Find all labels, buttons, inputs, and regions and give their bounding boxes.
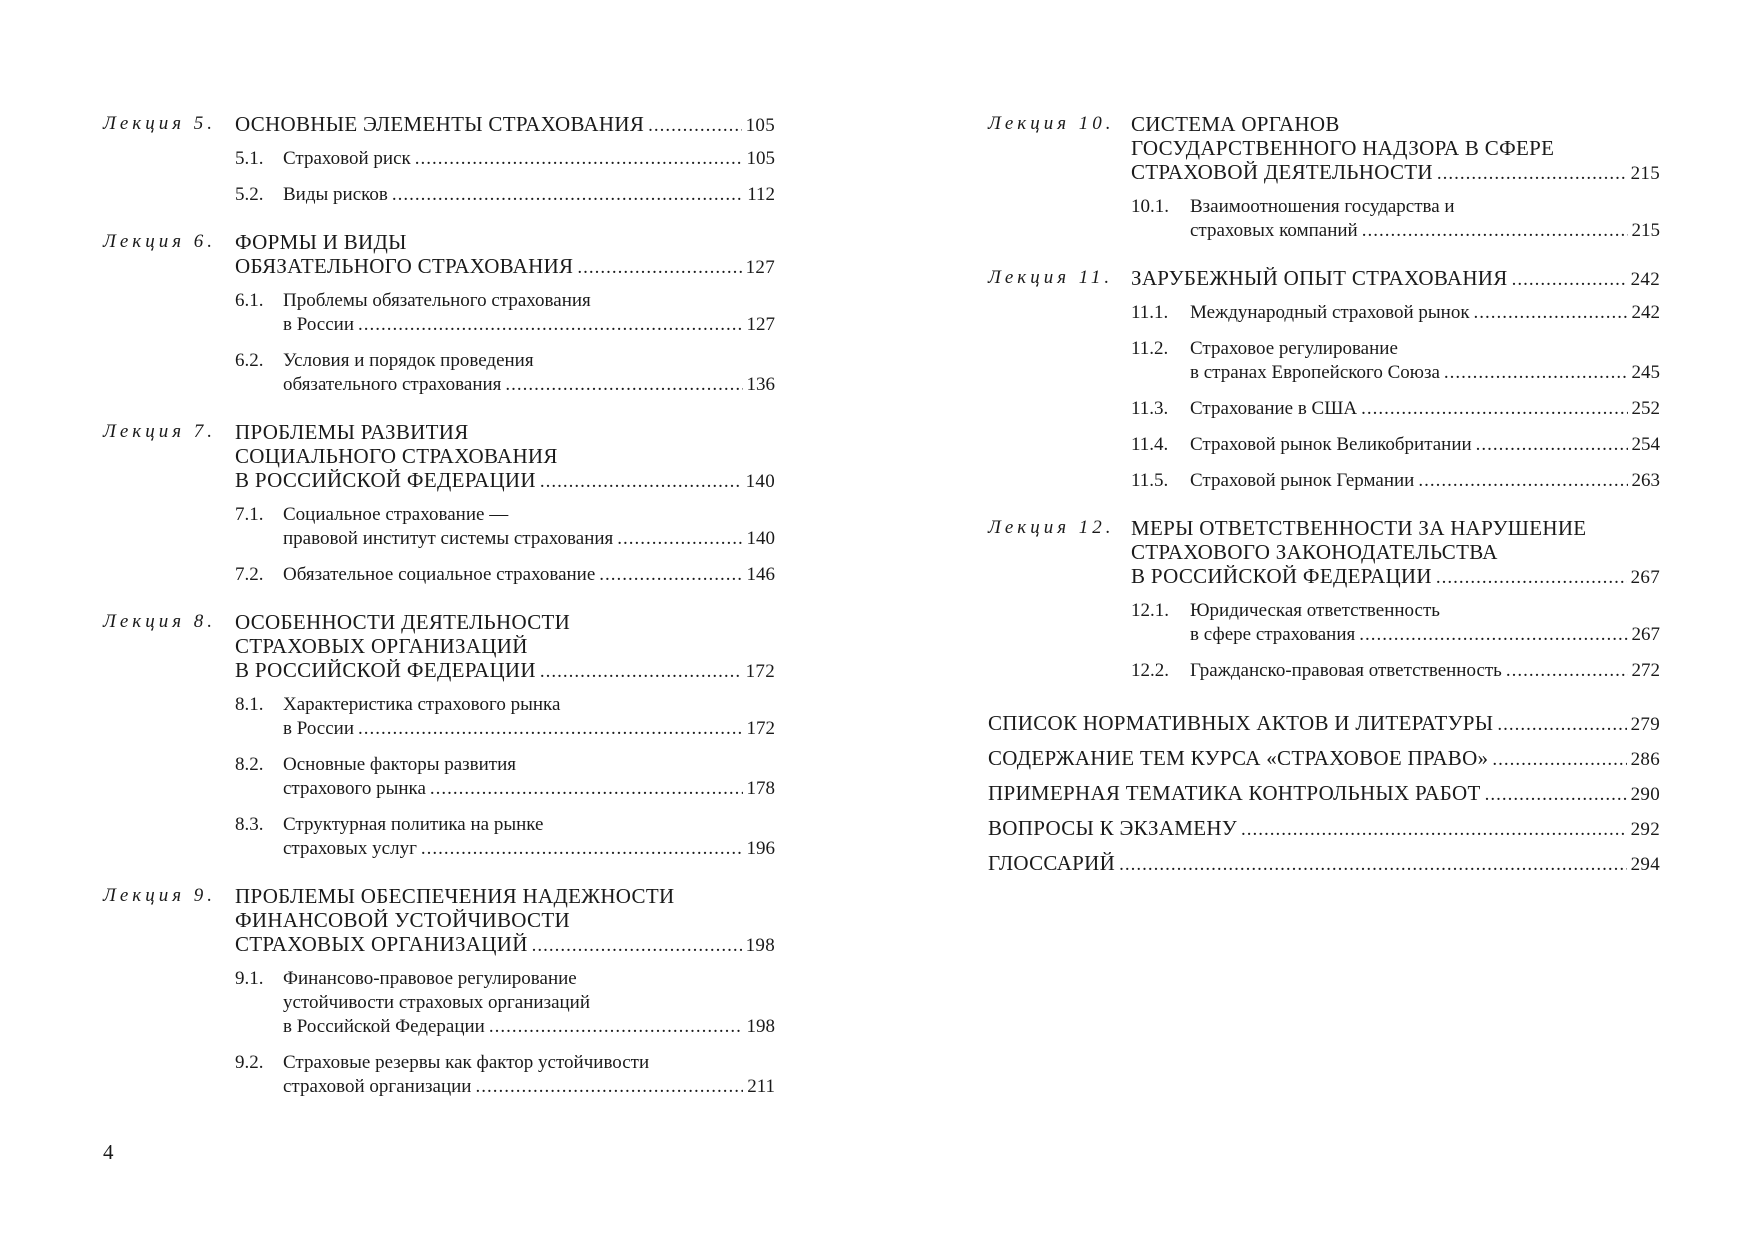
lecture-label: Лекция 8. (103, 611, 217, 632)
dot-leader (1474, 301, 1628, 325)
entry-text: ПРИМЕРНАЯ ТЕМАТИКА КОНТРОЛЬНЫХ РАБОТ (988, 781, 1481, 805)
lecture-title-line (1131, 564, 1660, 590)
page-number: 4 (103, 1140, 114, 1164)
dot-leader (1418, 469, 1627, 493)
section-title-line (283, 837, 775, 861)
toc-section[interactable] (1131, 469, 1660, 493)
dot-leader (599, 563, 742, 587)
entry-text: В РОССИЙСКОЙ ФЕДЕРАЦИИ (1131, 564, 1432, 588)
section-number: 8.3. (235, 814, 264, 835)
page-ref: 290 (1630, 784, 1660, 805)
page-ref: 211 (747, 1076, 775, 1097)
lecture-label: Лекция 6. (103, 231, 217, 252)
lecture-title-line: ФОРМЫ И ВИДЫ (235, 230, 407, 254)
section-list (103, 147, 775, 207)
section-title-line (283, 373, 775, 397)
entry-text: страховых компаний (1190, 220, 1358, 241)
toc-left-column (103, 112, 775, 1122)
section-number: 11.3. (1131, 398, 1169, 419)
section-title-line: Характеристика страхового рынка (283, 694, 561, 715)
toc-section[interactable] (235, 349, 775, 397)
page-ref: 140 (746, 528, 775, 549)
lecture-title-line (235, 658, 775, 684)
dot-leader (1119, 853, 1627, 877)
section-list (988, 599, 1660, 683)
page-ref: 172 (746, 718, 775, 739)
toc-section[interactable] (1131, 397, 1660, 421)
toc-section[interactable] (1131, 337, 1660, 385)
lecture-label: Лекция 12. (988, 517, 1115, 538)
section-title-line: Проблемы обязательного страхования (283, 290, 591, 311)
section-number: 6.2. (235, 350, 264, 371)
page-ref: 267 (1631, 624, 1660, 645)
lecture-label: Лекция 5. (103, 113, 217, 134)
dot-leader (577, 256, 741, 280)
toc-lecture[interactable] (103, 420, 775, 587)
appendix-entry[interactable] (988, 746, 1660, 772)
section-number: 5.1. (235, 148, 264, 169)
entry-text: Страховой риск (283, 148, 411, 169)
section-number: 9.1. (235, 968, 264, 989)
dot-leader (358, 313, 743, 337)
section-title (283, 563, 775, 587)
page-ref: 198 (746, 1016, 775, 1037)
lecture-heading (103, 610, 775, 684)
section-title-line: Социальное страхование — (283, 504, 509, 525)
section-number: 7.1. (235, 504, 264, 525)
toc-lecture[interactable] (988, 266, 1660, 493)
page-ref: 242 (1630, 269, 1660, 290)
section-title-line: Условия и порядок проведения (283, 350, 534, 371)
lecture-title-line (235, 932, 775, 958)
section-title-line: Структурная политика на рынке (283, 814, 544, 835)
page-ref: 178 (746, 778, 775, 799)
page-ref: 267 (1630, 567, 1660, 588)
dot-leader (489, 1015, 743, 1039)
page-ref: 245 (1631, 362, 1660, 383)
toc-appendix-list (988, 711, 1660, 877)
dot-leader (1506, 659, 1628, 683)
section-title-line (1190, 301, 1660, 325)
toc-right-column (988, 112, 1660, 886)
section-title (283, 289, 775, 337)
toc-lecture[interactable] (988, 112, 1660, 243)
section-title (1190, 433, 1660, 457)
dot-leader (1362, 219, 1628, 243)
page-ref: 215 (1631, 220, 1660, 241)
section-title (283, 1051, 775, 1099)
section-title (1190, 469, 1660, 493)
section-number: 6.1. (235, 290, 264, 311)
appendix-entry[interactable] (988, 851, 1660, 877)
dot-leader (617, 527, 742, 551)
entry-text: Страхование в США (1190, 398, 1358, 419)
section-title (1190, 195, 1660, 243)
dot-leader (415, 147, 743, 171)
toc-section[interactable] (235, 563, 775, 587)
section-title-line: Взаимоотношения государства и (1190, 196, 1455, 217)
lecture-title-line: ФИНАНСОВОЙ УСТОЙЧИВОСТИ (235, 908, 570, 932)
dot-leader (1492, 748, 1626, 772)
section-number: 7.2. (235, 564, 264, 585)
section-number: 8.1. (235, 694, 264, 715)
toc-section[interactable] (1131, 659, 1660, 683)
dot-leader (1444, 361, 1628, 385)
section-title-line (283, 563, 775, 587)
toc-section[interactable] (1131, 433, 1660, 457)
toc-section[interactable] (1131, 301, 1660, 325)
section-title-line (1190, 361, 1660, 385)
entry-text: Международный страховой рынок (1190, 302, 1470, 323)
lecture-title-line: ПРОБЛЕМЫ ОБЕСПЕЧЕНИЯ НАДЕЖНОСТИ (235, 884, 675, 908)
page-ref: 286 (1630, 749, 1660, 770)
toc-section[interactable] (235, 503, 775, 551)
lecture-title (235, 112, 775, 138)
section-title-line (283, 777, 775, 801)
appendix-entry[interactable] (988, 816, 1660, 842)
lecture-title (235, 884, 775, 958)
section-title-line: Страховое регулирование (1190, 338, 1398, 359)
page-ref: 127 (745, 257, 775, 278)
section-number: 11.1. (1131, 302, 1169, 323)
toc-lecture[interactable] (103, 230, 775, 397)
section-title-line (283, 1015, 775, 1039)
section-title (1190, 599, 1660, 647)
lecture-title-line: СОЦИАЛЬНОГО СТРАХОВАНИЯ (235, 444, 558, 468)
entry-text: СТРАХОВЫХ ОРГАНИЗАЦИЙ (235, 932, 528, 956)
toc-section[interactable] (235, 147, 775, 171)
section-title (1190, 659, 1660, 683)
section-title (283, 753, 775, 801)
appendix-entry[interactable] (988, 781, 1660, 807)
toc-section[interactable] (235, 753, 775, 801)
entry-text: СОДЕРЖАНИЕ ТЕМ КУРСА «СТРАХОВОЕ ПРАВО» (988, 746, 1489, 770)
entry-text: страховых услуг (283, 838, 417, 859)
lecture-title-line: ГОСУДАРСТВЕННОГО НАДЗОРА В СФЕРЕ (1131, 136, 1555, 160)
dot-leader (1485, 783, 1627, 807)
section-title (283, 693, 775, 741)
lectures-right (988, 112, 1660, 683)
section-number: 12.1. (1131, 600, 1169, 621)
lecture-title-line (235, 468, 775, 494)
toc-lecture[interactable] (103, 112, 775, 207)
toc-section[interactable] (1131, 195, 1660, 243)
dot-leader (532, 934, 742, 958)
entry-text: ОСНОВНЫЕ ЭЛЕМЕНТЫ СТРАХОВАНИЯ (235, 112, 645, 136)
lecture-heading (988, 112, 1660, 186)
section-title-line (1190, 659, 1660, 683)
page-ref: 105 (745, 115, 775, 136)
section-number: 10.1. (1131, 196, 1169, 217)
lecture-title-line: МЕРЫ ОТВЕТСТВЕННОСТИ ЗА НАРУШЕНИЕ (1131, 516, 1587, 540)
section-title (1190, 337, 1660, 385)
page-ref: 105 (746, 148, 775, 169)
entry-text: В РОССИЙСКОЙ ФЕДЕРАЦИИ (235, 658, 536, 682)
entry-text: Обязательное социальное страхование (283, 564, 596, 585)
dot-leader (392, 183, 743, 207)
page-ref: 136 (746, 374, 775, 395)
page-ref: 215 (1630, 163, 1660, 184)
dot-leader (1437, 162, 1627, 186)
entry-text: Виды рисков (283, 184, 388, 205)
section-title-line (283, 1075, 775, 1099)
entry-text: Страховой рынок Германии (1190, 470, 1415, 491)
page-ref: 263 (1631, 470, 1660, 491)
entry-text: ЗАРУБЕЖНЫЙ ОПЫТ СТРАХОВАНИЯ (1131, 266, 1508, 290)
entry-text: страховой организации (283, 1076, 472, 1097)
lecture-heading (988, 516, 1660, 590)
section-list (103, 967, 775, 1099)
toc-section[interactable] (1131, 599, 1660, 647)
page-ref: 112 (747, 184, 775, 205)
lecture-title-line (235, 254, 775, 280)
toc-section[interactable] (235, 289, 775, 337)
dot-leader (505, 373, 742, 397)
lecture-title-line: ОСОБЕННОСТИ ДЕЯТЕЛЬНОСТИ (235, 610, 571, 634)
entry-text: Страховой рынок Великобритании (1190, 434, 1472, 455)
lecture-heading (103, 884, 775, 958)
section-list (103, 503, 775, 587)
lecture-title-line (1131, 160, 1660, 186)
lecture-heading (103, 230, 775, 280)
page-ref: 254 (1631, 434, 1660, 455)
entry-text: в Российской Федерации (283, 1016, 485, 1037)
section-number: 9.2. (235, 1052, 264, 1073)
lecture-title-line: СИСТЕМА ОРГАНОВ (1131, 112, 1340, 136)
page-ref: 198 (745, 935, 775, 956)
dot-leader (648, 114, 741, 138)
section-title-line (283, 527, 775, 551)
appendix-entry[interactable] (988, 711, 1660, 737)
lecture-title (1131, 266, 1660, 292)
section-number: 11.4. (1131, 434, 1169, 455)
page-ref: 140 (745, 471, 775, 492)
section-number: 12.2. (1131, 660, 1169, 681)
toc-section[interactable] (235, 967, 775, 1039)
page-ref: 127 (746, 314, 775, 335)
dot-leader (540, 470, 742, 494)
toc-section[interactable] (235, 183, 775, 207)
section-title-line: Финансово-правовое регулирование (283, 968, 577, 989)
section-title (283, 147, 775, 171)
entry-text: в сфере страхования (1190, 624, 1356, 645)
entry-text: Гражданско-правовая ответственность (1190, 660, 1502, 681)
dot-leader (540, 660, 742, 684)
lecture-title (1131, 516, 1660, 590)
section-title-line (1190, 623, 1660, 647)
section-title-line (1190, 397, 1660, 421)
section-list (103, 693, 775, 861)
lecture-title-line: СТРАХОВОГО ЗАКОНОДАТЕЛЬСТВА (1131, 540, 1498, 564)
entry-text: В РОССИЙСКОЙ ФЕДЕРАЦИИ (235, 468, 536, 492)
entry-text: ОБЯЗАТЕЛЬНОГО СТРАХОВАНИЯ (235, 254, 574, 278)
toc-section[interactable] (235, 813, 775, 861)
lecture-title (235, 420, 775, 494)
dot-leader (1436, 566, 1627, 590)
section-title-line: Страховые резервы как фактор устойчивости (283, 1052, 650, 1073)
section-number: 5.2. (235, 184, 264, 205)
entry-text: в России (283, 314, 354, 335)
lecture-label: Лекция 9. (103, 885, 217, 906)
lecture-label: Лекция 11. (988, 267, 1114, 288)
lecture-title (235, 230, 775, 280)
page-ref: 242 (1631, 302, 1660, 323)
section-title-line (283, 717, 775, 741)
lecture-heading (103, 112, 775, 138)
entry-text: обязательного страхования (283, 374, 502, 395)
section-title (283, 183, 775, 207)
section-title (1190, 301, 1660, 325)
entry-text: СТРАХОВОЙ ДЕЯТЕЛЬНОСТИ (1131, 160, 1433, 184)
lecture-label: Лекция 10. (988, 113, 1115, 134)
lecture-heading (988, 266, 1660, 292)
section-title-line: Юридическая ответственность (1190, 600, 1440, 621)
lecture-title-line (235, 112, 775, 138)
section-title-line (283, 183, 775, 207)
section-title (283, 967, 775, 1039)
page-ref: 292 (1630, 819, 1660, 840)
entry-text: в России (283, 718, 354, 739)
page-ref: 252 (1631, 398, 1660, 419)
section-title-line (283, 147, 775, 171)
entry-text: ВОПРОСЫ К ЭКЗАМЕНУ (988, 816, 1238, 840)
toc-section[interactable] (235, 693, 775, 741)
page-ref: 294 (1630, 854, 1660, 875)
section-title-line: Основные факторы развития (283, 754, 516, 775)
dot-leader (1497, 713, 1626, 737)
entry-text: ГЛОССАРИЙ (988, 851, 1116, 875)
entry-text: правовой институт системы страхования (283, 528, 614, 549)
toc-lecture[interactable] (103, 884, 775, 1099)
section-number: 11.5. (1131, 470, 1169, 491)
dot-leader (430, 777, 743, 801)
section-title (283, 349, 775, 397)
section-number: 8.2. (235, 754, 264, 775)
dot-leader (475, 1075, 743, 1099)
entry-text: в странах Европейского Союза (1190, 362, 1440, 383)
section-title-line (283, 313, 775, 337)
lecture-title-line (1131, 266, 1660, 292)
lecture-title (235, 610, 775, 684)
dot-leader (1361, 397, 1627, 421)
section-title-line (1190, 469, 1660, 493)
section-title (283, 503, 775, 551)
dot-leader (421, 837, 743, 861)
section-title (1190, 397, 1660, 421)
toc-lecture[interactable] (103, 610, 775, 861)
section-title (283, 813, 775, 861)
page-ref: 272 (1631, 660, 1660, 681)
lecture-heading (103, 420, 775, 494)
section-title-line: устойчивости страховых организаций (283, 992, 591, 1013)
page-ref: 279 (1630, 714, 1660, 735)
dot-leader (1512, 268, 1627, 292)
lecture-title (1131, 112, 1660, 186)
dot-leader (358, 717, 743, 741)
page-ref: 172 (745, 661, 775, 682)
entry-text: страхового рынка (283, 778, 426, 799)
entry-text: СПИСОК НОРМАТИВНЫХ АКТОВ И ЛИТЕРАТУРЫ (988, 711, 1494, 735)
lecture-label: Лекция 7. (103, 421, 217, 442)
section-list (103, 289, 775, 397)
page-ref: 146 (746, 564, 775, 585)
dot-leader (1241, 818, 1627, 842)
section-title-line (1190, 433, 1660, 457)
dot-leader (1476, 433, 1628, 457)
section-list (988, 301, 1660, 493)
toc-section[interactable] (235, 1051, 775, 1099)
section-number: 11.2. (1131, 338, 1169, 359)
section-list (988, 195, 1660, 243)
lecture-title-line: СТРАХОВЫХ ОРГАНИЗАЦИЙ (235, 634, 528, 658)
lecture-title-line: ПРОБЛЕМЫ РАЗВИТИЯ (235, 420, 469, 444)
toc-lecture[interactable] (988, 516, 1660, 683)
dot-leader (1359, 623, 1627, 647)
section-title-line (1190, 219, 1660, 243)
page-ref: 196 (746, 838, 775, 859)
